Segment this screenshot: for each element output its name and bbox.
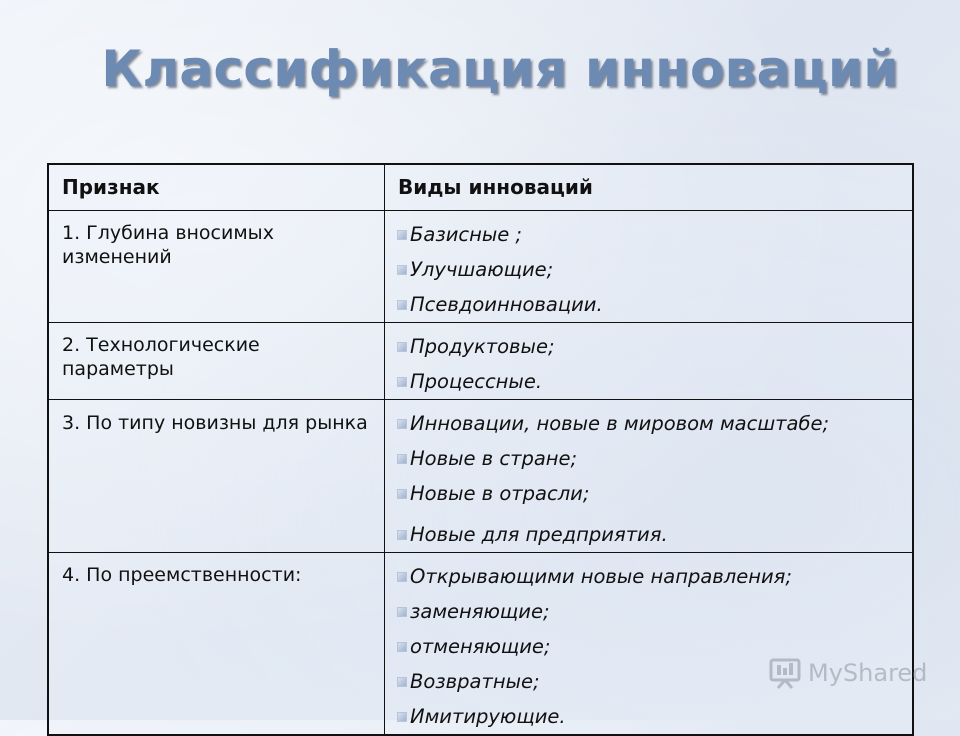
criterion-cell: 2. Технологические параметры: [48, 322, 385, 399]
list-item: Псевдоинновации.: [398, 287, 902, 322]
table-row: [48, 210, 913, 322]
table-row: [48, 322, 913, 399]
square-bullet-icon: [398, 531, 406, 539]
square-bullet-icon: [398, 455, 406, 463]
list-item: Улучшающие;: [398, 252, 902, 287]
slide-title: Классификация инноваций: [101, 40, 899, 98]
types-cell: [385, 552, 914, 735]
square-bullet-icon: [398, 573, 406, 581]
list-item: Открывающими новые направления;: [398, 559, 902, 594]
watermark-text: MyShared: [808, 659, 928, 687]
list-item: Продуктовые;: [398, 329, 902, 364]
table-row: [48, 399, 913, 552]
list-item: Базисные ;: [398, 217, 902, 252]
square-bullet-icon: [398, 420, 406, 428]
list-item: Инновации, новые в мировом масштабе;: [398, 406, 902, 441]
square-bullet-icon: [398, 231, 406, 239]
list-item: Новые в стране;: [398, 441, 902, 476]
projector-screen-icon: [768, 656, 802, 690]
criterion-cell: 3. По типу новизны для рынка: [48, 399, 385, 552]
header-types: Виды инноваций: [385, 164, 914, 210]
types-cell: [385, 399, 914, 552]
square-bullet-icon: [398, 608, 406, 616]
table-header-row: [48, 164, 913, 210]
types-cell: [385, 210, 914, 322]
criterion-cell: 1. Глубина вносимых изменений: [48, 210, 385, 322]
list-item: Новые для предприятия.: [398, 517, 902, 552]
table-row: [48, 552, 913, 735]
square-bullet-icon: [398, 490, 406, 498]
types-cell: [385, 322, 914, 399]
square-bullet-icon: [398, 266, 406, 274]
watermark: [768, 656, 927, 690]
list-item: Имитирующие.: [398, 699, 902, 734]
list-item: заменяющие;: [398, 594, 902, 629]
square-bullet-icon: [398, 301, 406, 309]
list-item: отменяющие;: [398, 629, 902, 664]
square-bullet-icon: [398, 713, 406, 721]
criterion-cell: 4. По преемственности:: [48, 552, 385, 735]
list-item: Возвратные;: [398, 664, 902, 699]
square-bullet-icon: [398, 678, 406, 686]
classification-table: [47, 163, 914, 736]
list-item: Новые в отрасли;: [398, 476, 902, 511]
square-bullet-icon: [398, 643, 406, 651]
header-criterion: Признак: [48, 164, 385, 210]
list-item: Процессные.: [398, 364, 902, 399]
square-bullet-icon: [398, 378, 406, 386]
square-bullet-icon: [398, 343, 406, 351]
